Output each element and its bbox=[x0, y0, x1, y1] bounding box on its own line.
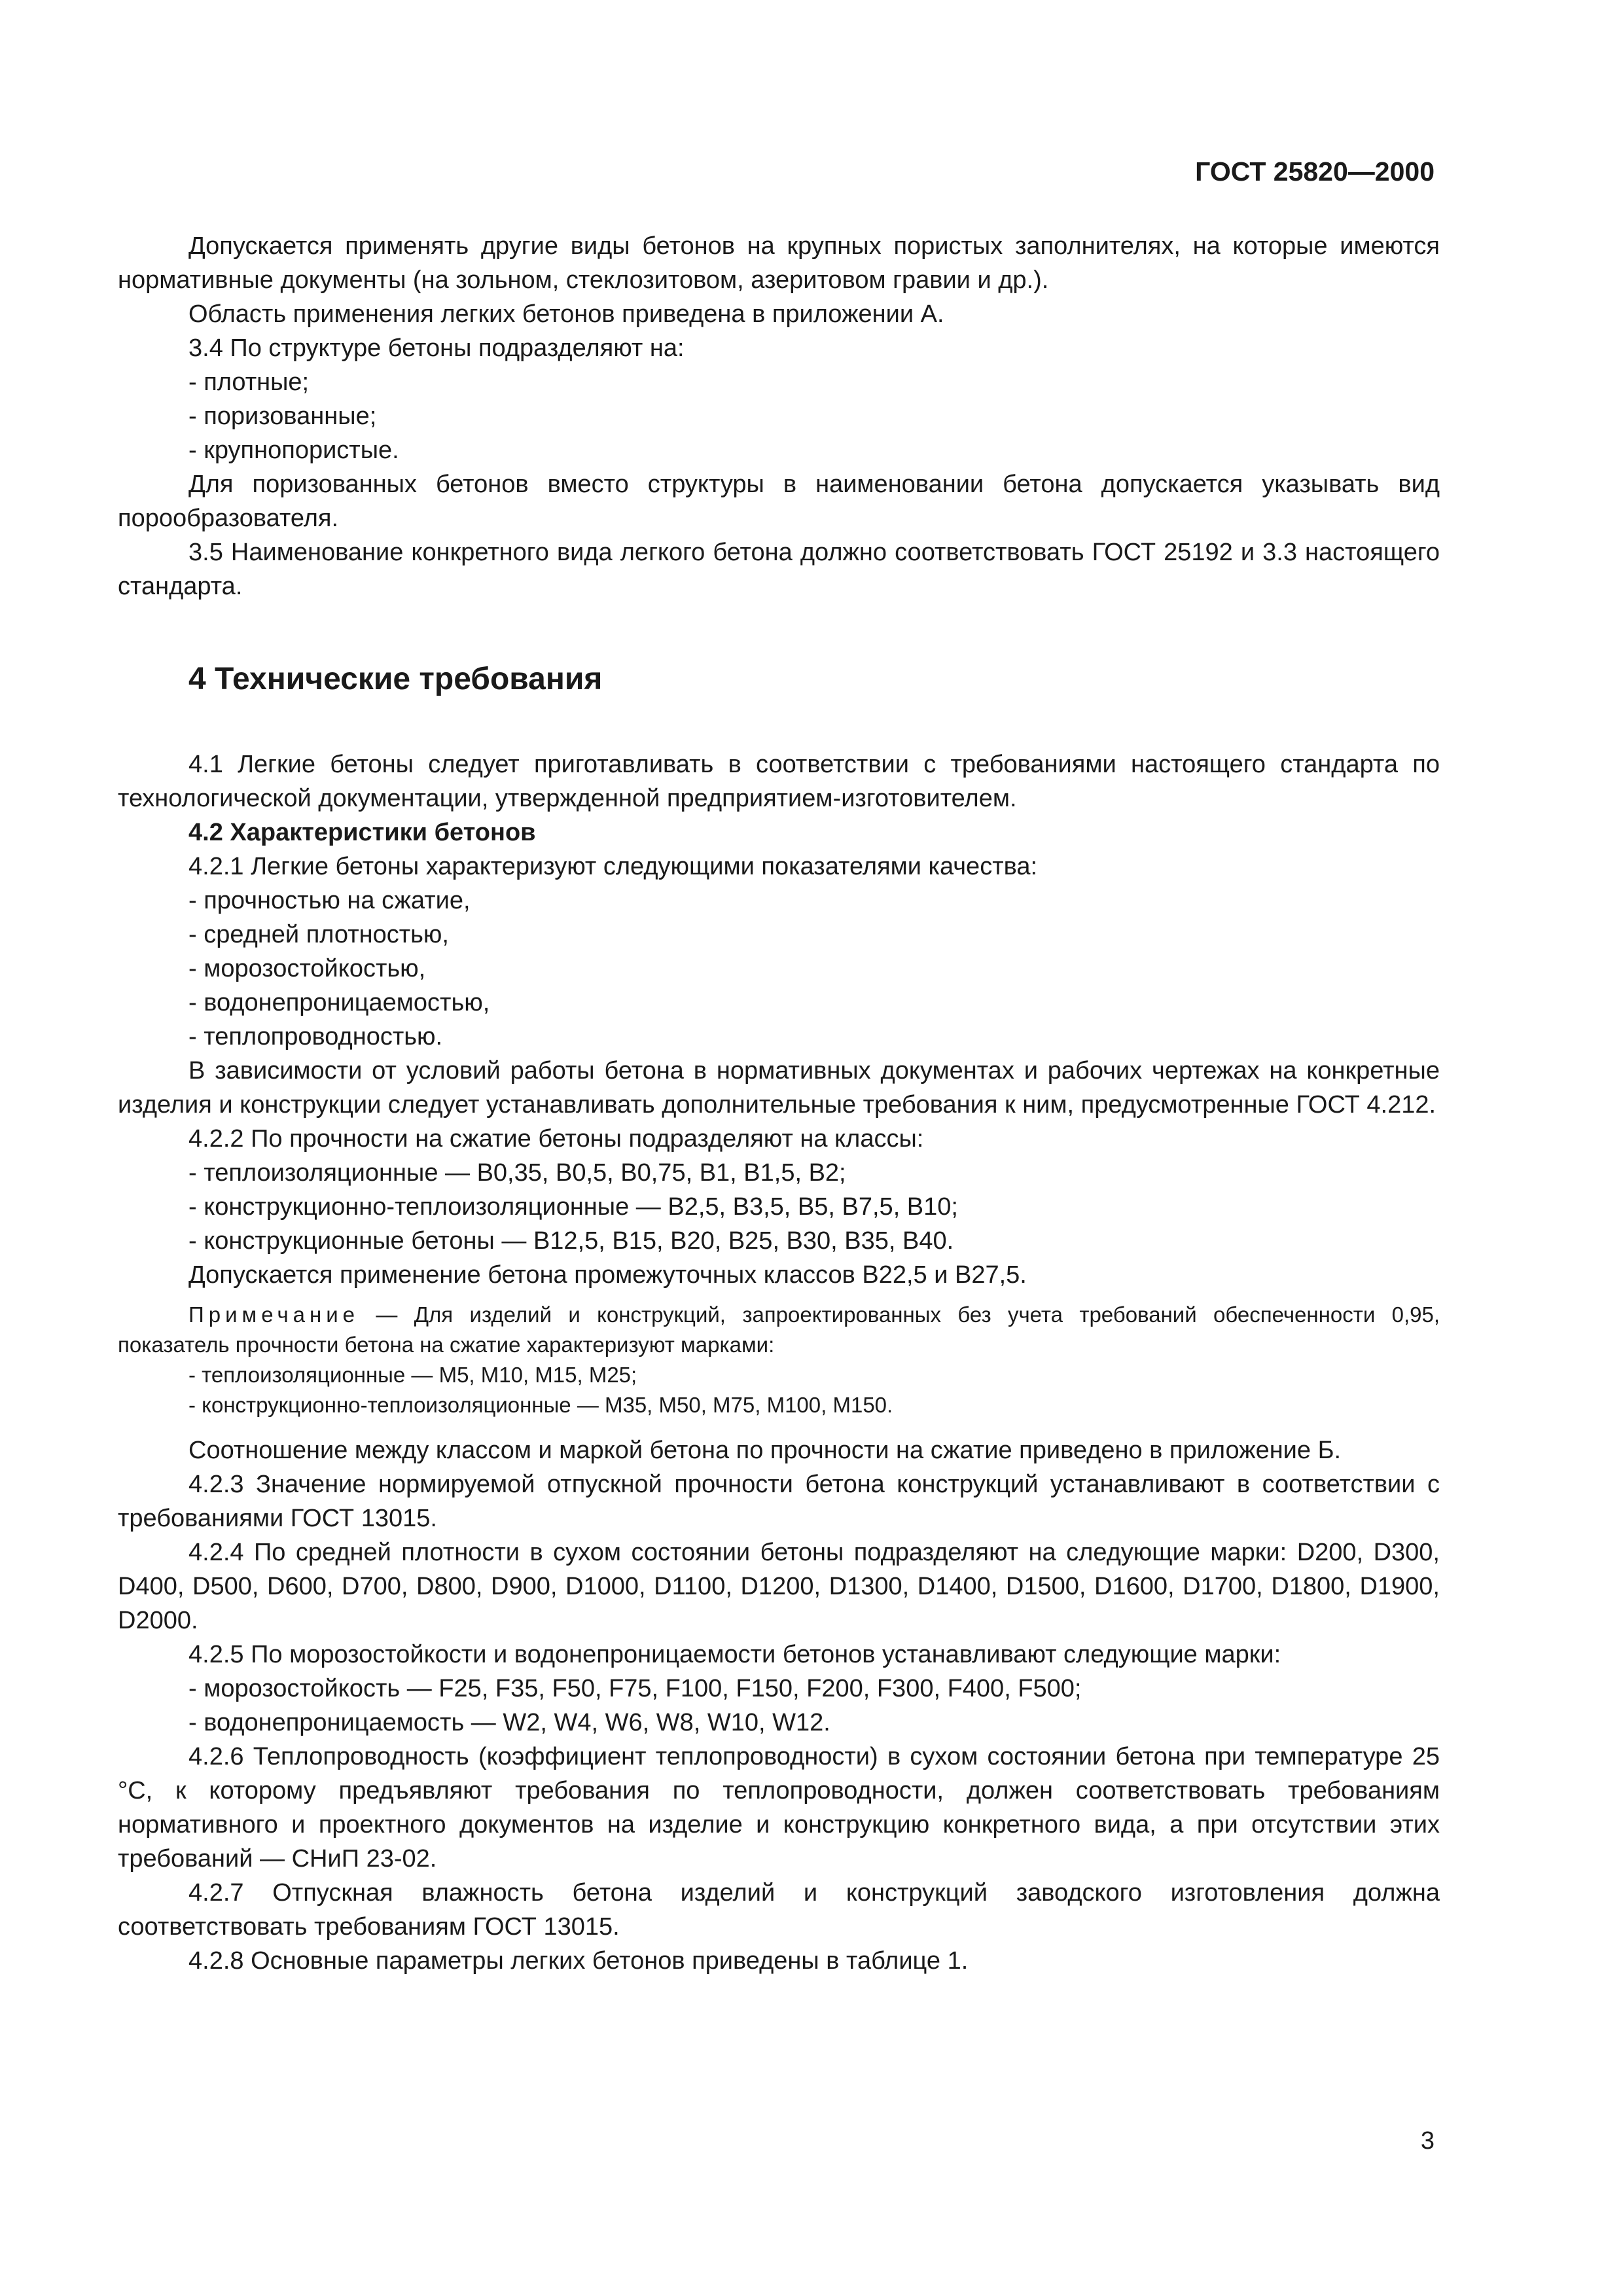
paragraph-4-1: 4.1 Легкие бетоны следует приготавливать в соответствии с требованиями настоящего стандарта по технологической документации, утвержденной предприятием-изготовителем. bbox=[118, 751, 1440, 812]
note-paragraph bbox=[118, 1300, 1440, 1360]
list-item-structure: - плотные; bbox=[188, 368, 310, 396]
paragraph-3-5: 3.5 Наименование конкретного вида легкого бетона должно соответствовать ГОСТ 25192 и 3.3 настоящего стандарта. bbox=[118, 539, 1440, 600]
paragraph-porized-note: Для поризованных бетонов вместо структуры в наименовании бетона допускается указывать вид порообразователя. bbox=[118, 471, 1440, 532]
paragraph-4-2-6: 4.2.6 Теплопроводность (коэффициент теплопроводности) в сухом состоянии бетона при температуре 25 °С, к которому предъявляют требования по теплопроводности, должен соответствовать требованиям нормативного и проектного документов на изделие и конструкцию конкретного вида, а при отсутствии этих требований — СНиП 23-02. bbox=[118, 1743, 1440, 1873]
section-title-4: 4 Технические требования bbox=[188, 662, 603, 696]
note-block bbox=[118, 1300, 1440, 1420]
paragraph-4-2-3: 4.2.3 Значение нормируемой отпускной прочности бетона конструкций устанавливают в соответствии с требованиями ГОСТ 13015. bbox=[118, 1471, 1440, 1532]
note-list-item: - конструкционно-теплоизоляционные — М35, М50, М75, М100, М150. bbox=[188, 1393, 893, 1417]
note-list-item: - теплоизоляционные — М5, М10, М15, М25; bbox=[188, 1363, 637, 1387]
paragraph-intermediate-classes: Допускается применение бетона промежуточных классов В22,5 и В27,5. bbox=[188, 1261, 1027, 1289]
list-item-structure: - поризованные; bbox=[188, 403, 377, 430]
list-item-frost-water: - морозостойкость — F25, F35, F50, F75, F100, F150, F200, F300, F400, F500; bbox=[188, 1675, 1082, 1702]
subsection-heading-4-2: 4.2 Характеристики бетонов bbox=[188, 819, 536, 846]
paragraph-4-2-7: 4.2.7 Отпускная влажность бетона изделий и конструкций заводского изготовления должна соответствовать требованиям ГОСТ 13015. bbox=[118, 1879, 1440, 1941]
list-item-quality: - морозостойкостью, bbox=[188, 955, 426, 982]
page-content bbox=[118, 229, 1440, 1978]
list-item-class: - конструкционные бетоны — В12,5, В15, В20, В25, В30, В35, В40. bbox=[188, 1227, 954, 1255]
paragraph-application-area: Область применения легких бетонов приведена в приложении А. bbox=[188, 300, 944, 328]
paragraph-class-grade-ratio: Соотношение между классом и маркой бетона по прочности на сжатие приведено в приложение Б. bbox=[188, 1437, 1342, 1464]
paragraph-other-concretes: Допускается применять другие виды бетонов на крупных пористых заполнителях, на которые имеются нормативные документы (на зольном, стеклозитовом, азеритовом гравии и др.). bbox=[118, 232, 1440, 294]
note-label: Примечание bbox=[188, 1302, 360, 1327]
list-item-quality: - водонепроницаемостью, bbox=[188, 989, 490, 1016]
list-item-quality: - средней плотностью, bbox=[188, 921, 449, 948]
paragraph-4-2-4: 4.2.4 По средней плотности в сухом состоянии бетоны подразделяют на следующие марки: D200, D300, D400, D500, D600, D700, D800, D900, D1000, D1100, D1200, D1300, D1400, D1500, D1600, D1700, D1800, D1900, D2000. bbox=[118, 1539, 1440, 1634]
list-item-quality: - теплопроводностью. bbox=[188, 1023, 443, 1050]
paragraph-3-4: 3.4 По структуре бетоны подразделяют на: bbox=[188, 334, 685, 362]
paragraph-4-2-1: 4.2.1 Легкие бетоны характеризуют следующими показателями качества: bbox=[188, 853, 1038, 880]
paragraph-4-2-2: 4.2.2 По прочности на сжатие бетоны подразделяют на классы: bbox=[188, 1125, 924, 1153]
list-item-quality: - прочностью на сжатие, bbox=[188, 887, 471, 914]
list-item-structure: - крупнопористые. bbox=[188, 437, 399, 464]
paragraph-additional-requirements: В зависимости от условий работы бетона в нормативных документах и рабочих чертежах на конкретные изделия и конструкции следует устанавливать дополнительные требования к ним, предусмотренные ГОСТ 4.212. bbox=[118, 1057, 1440, 1119]
list-item-class: - теплоизоляционные — В0,35, В0,5, В0,75, В1, В1,5, В2; bbox=[188, 1159, 846, 1187]
paragraph-4-2-8: 4.2.8 Основные параметры легких бетонов приведены в таблице 1. bbox=[188, 1947, 969, 1975]
page-number: 3 bbox=[1420, 2127, 1435, 2155]
document-number-header: ГОСТ 25820—2000 bbox=[1195, 156, 1435, 187]
list-item-class: - конструкционно-теплоизоляционные — В2,5, В3,5, В5, В7,5, В10; bbox=[188, 1193, 958, 1221]
list-item-frost-water: - водонепроницаемость — W2, W4, W6, W8, W10, W12. bbox=[188, 1709, 830, 1736]
note-text: — Для изделий и конструкций, запроектированных без учета требований обеспеченности 0,95, показатель прочности бетона на сжатие характеризуют марками: bbox=[118, 1302, 1440, 1357]
paragraph-4-2-5: 4.2.5 По морозостойкости и водонепроницаемости бетонов устанавливают следующие марки: bbox=[188, 1641, 1281, 1668]
